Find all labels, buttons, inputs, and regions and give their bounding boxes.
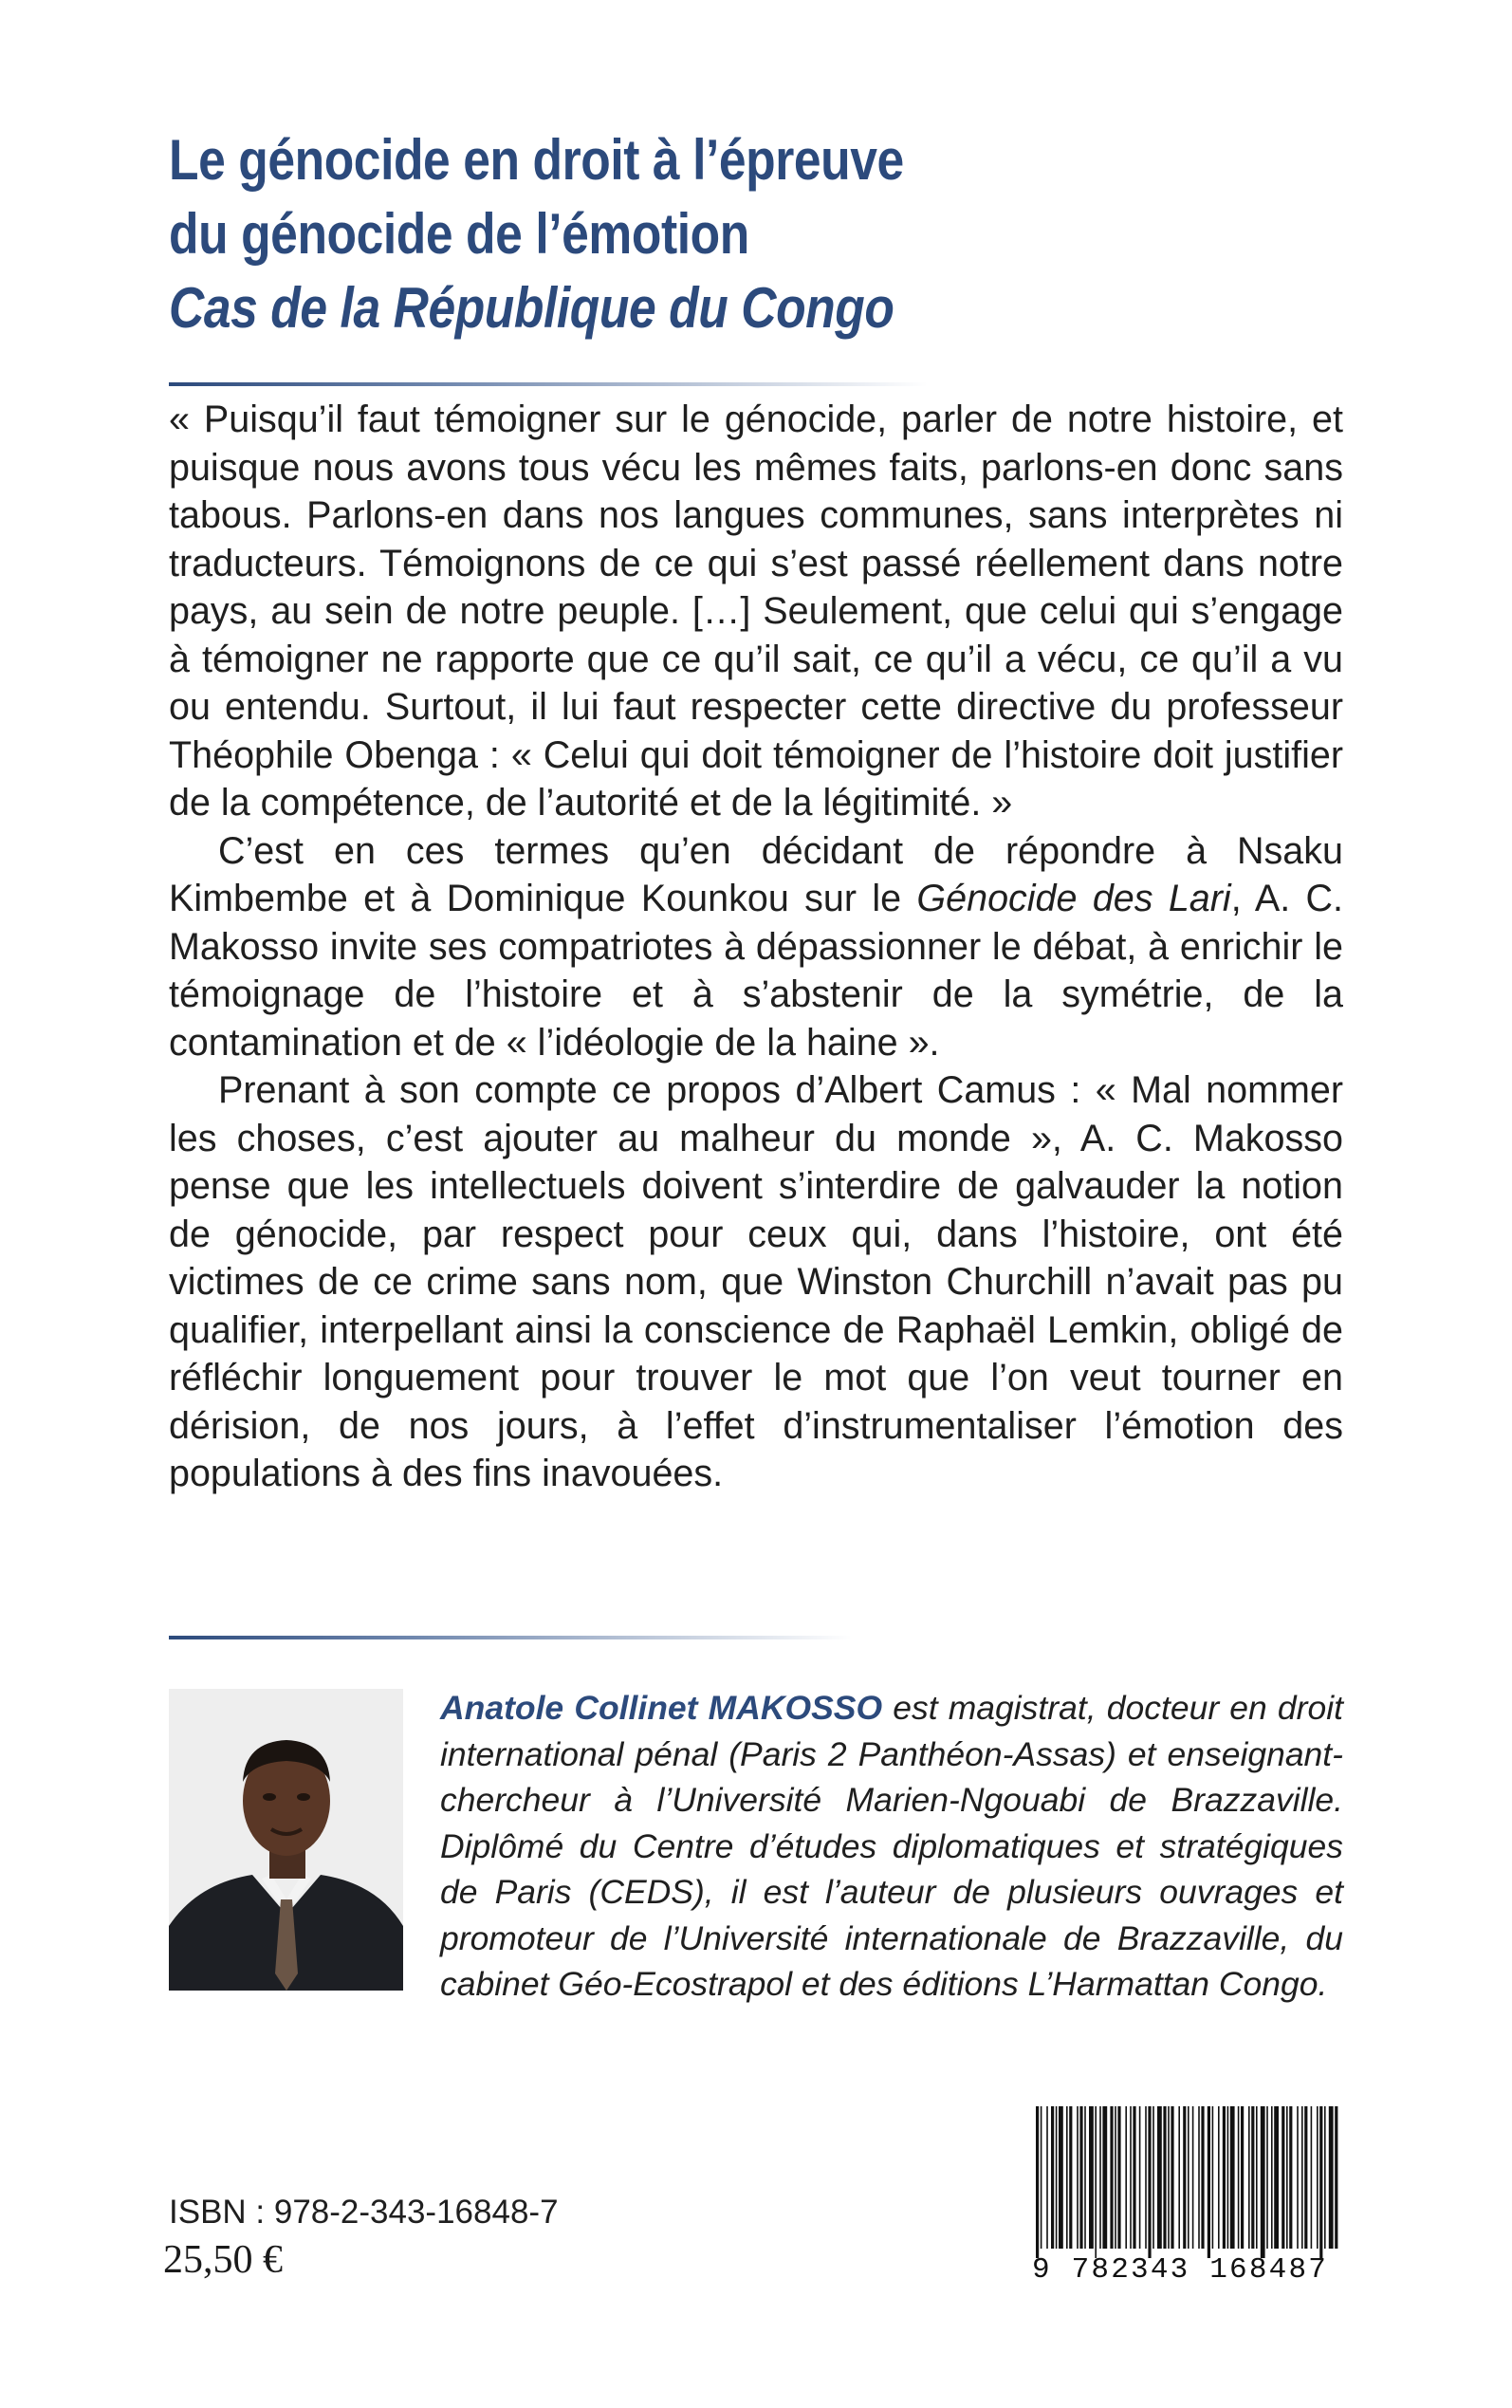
barcode-icon [1032,2106,1340,2258]
barcode-bar [1317,2106,1318,2249]
barcode-bar [1099,2106,1101,2249]
barcode-bar [1115,2106,1116,2249]
barcode-bar [1251,2106,1254,2249]
barcode-bar [1188,2106,1189,2249]
isbn: ISBN : 978-2-343-16848-7 [169,2194,559,2231]
barcode-bar [1230,2106,1235,2249]
barcode-bar [1329,2106,1334,2249]
barcode-bar [1324,2106,1326,2249]
barcode-bar [1102,2106,1107,2249]
barcode-bar [1198,2106,1200,2249]
barcode-bar [1130,2106,1132,2249]
barcode-bar [1218,2106,1220,2249]
barcode-bar [1289,2106,1292,2249]
barcode-bar [1183,2106,1186,2249]
barcode-bar [1145,2106,1147,2249]
barcode-bar [1089,2106,1094,2249]
title-line-1: Le génocide en droit à l’épreuve [169,128,904,192]
barcode-bar [1152,2106,1154,2249]
barcode-bar [1274,2106,1279,2249]
barcode-bar [1036,2106,1039,2258]
context-italic-title: Génocide des Lari [916,878,1231,919]
barcode-bar [1163,2106,1166,2249]
book-title [169,123,1229,345]
barcode-bar [1301,2106,1303,2249]
back-cover-text [169,396,1343,1498]
barcode-bar [1079,2106,1082,2249]
barcode-bar [1297,2106,1299,2249]
barcode-bar [1178,2106,1180,2249]
barcode-bar [1077,2106,1079,2249]
bottom-divider [169,1636,852,1639]
barcode-bar [1271,2106,1273,2249]
barcode-bar [1171,2106,1173,2249]
top-divider [169,382,928,386]
barcode-bar [1192,2106,1194,2249]
barcode-bar [1201,2106,1204,2249]
barcode-bar [1041,2106,1042,2249]
barcode-bar [1319,2106,1322,2258]
barcode-bar [1286,2106,1288,2249]
quote-paragraph: « Puisqu’il faut témoigner sur le génocide, parler de notre histoire, et puisque nous avons tous vécu les mêmes faits, parlons-en donc sans tabous. Parlons-en dans nos langues communes, sans interprètes ni traducteurs. Témoignons de ce qui s’est passé réellement dans notre pays, au sein de notre peuple. […] Seulement, que celui qui s’engage à témoigner ne rapporte que ce qu’il sait, ce qu’il a vécu, ce qu’il a vu ou entendu. Surtout, il lui faut respecter cette directive du professeur Théophile Obenga : « Celui qui doit témoigner de l’histoire doit justifier de la compétence, de l’autorité et de la légitimité. » [169,398,1343,824]
barcode-bar [1139,2106,1141,2249]
title-line-2: du génocide de l’émotion [169,202,749,266]
barcode-bar [1084,2106,1086,2249]
barcode-bar [1227,2106,1229,2249]
barcode-bar [1238,2106,1240,2249]
barcode-bar [1212,2106,1214,2249]
barcode-bar [1095,2106,1097,2258]
barcode-bar [1335,2106,1337,2249]
author-bio [440,1685,1343,2008]
author-portrait-icon [169,1689,403,1991]
barcode-digits: 9 782343 168487 [1032,2253,1329,2287]
barcode-bar [1157,2106,1162,2249]
barcode-bar [1248,2106,1250,2249]
barcode-bar [1051,2106,1054,2249]
barcode-bar [1110,2106,1113,2249]
barcode-bar [1261,2106,1265,2258]
barcode-bar [1256,2106,1258,2249]
barcode-bar [1266,2106,1268,2249]
barcode-bar [1125,2106,1127,2249]
barcode-bar [1168,2106,1170,2249]
barcode-bar [1046,2106,1048,2249]
context-text-b: , A. C. Makosso invite ses compatriotes à dépassionner le débat, à enrichir le témoignage de l’histoire et à s’abstenir de la symétrie, de la contamination et de « l’idéologie de la haine ». [169,878,1343,1064]
camus-paragraph: Prenant à son compte ce propos d’Albert Camus : « Mal nommer les choses, c’est ajouter au malheur du monde », A. C. Makosso pense que les intellectuels doivent s’interdire de galvauder la notion de génocide, par respect pour ceux qui, dans l’histoire, ont été victimes de ce crime sans nom, que Winston Churchill n’avait pas pu qualifier, interpellant ainsi la conscience de Raphaël Lemkin, obligé de réfléchir longuement pour trouver le mot que l’on veut tourner en dérision, de nos jours, à l’effet d’instrumentaliser l’émotion des populations à des fins inavouées. [169,1069,1343,1494]
barcode-bar [1117,2106,1120,2249]
barcode-bar [1223,2106,1226,2249]
barcode-bar [1208,2106,1210,2258]
barcode-bar [1304,2106,1307,2249]
context-paragraph [169,827,1343,1067]
author-bio-text: est magistrat, docteur en droit international pénal (Paris 2 Panthéon-Assas) et enseignant-chercheur à l’Université Marien-Ngouabi de Brazzaville. Diplômé du Centre d’études diplomatiques et stratégiques de Paris (CEDS), il est l’auteur de plusieurs ouvrages et promoteur de l’Université internationale de Brazzaville, du cabinet Géo-Ecostrapol et des éditions L’Harmattan Congo. [440,1689,1343,2003]
price: 25,50 € [163,2238,283,2282]
barcode-bar [1148,2106,1151,2258]
barcode-bar [1056,2106,1058,2249]
barcode-bar [1069,2106,1072,2249]
barcode-bar [1066,2106,1068,2249]
barcode-bar [1241,2106,1244,2249]
barcode-bar [1282,2106,1284,2249]
barcode-bar [1133,2106,1135,2249]
context-text-a: C’est en ces termes qu’en décidant de répondre à Nsaku Kimbembe et à Dominique Kounkou sur le [169,829,1343,919]
author-name: Anatole Collinet MAKOSSO [440,1689,883,1727]
author-photo [169,1689,403,1991]
subtitle: Cas de la République du Congo [169,276,894,340]
barcode-bar [1059,2106,1063,2249]
barcode-bar [1311,2106,1313,2249]
